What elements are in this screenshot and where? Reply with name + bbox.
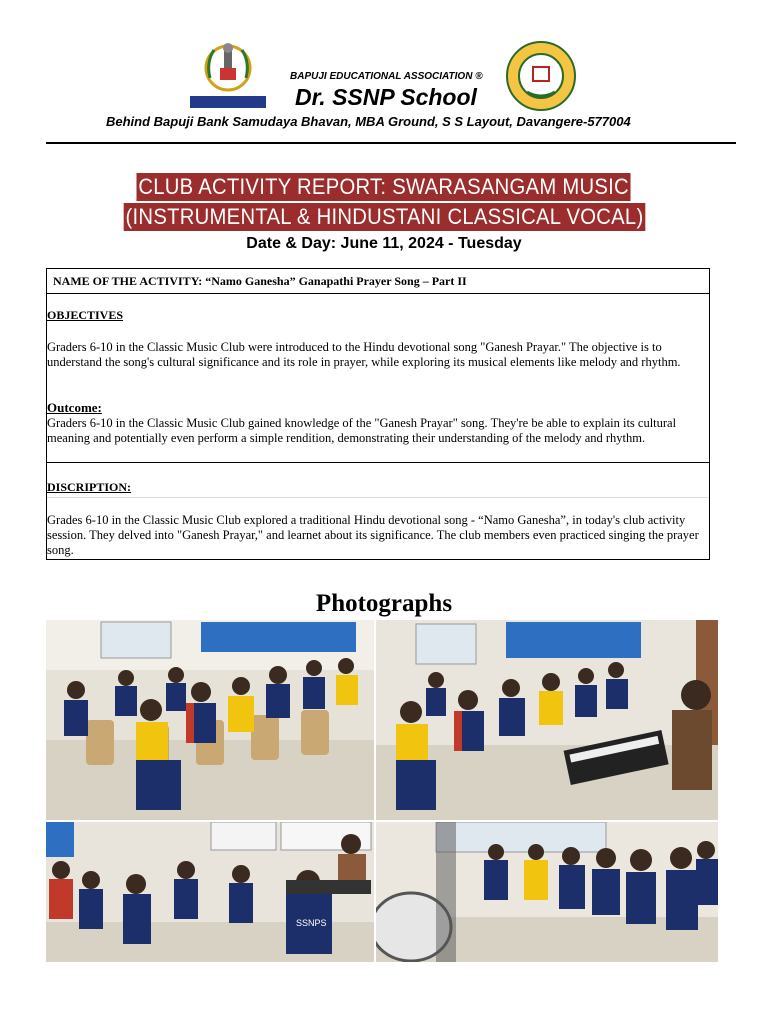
photo-keyboard-session (376, 620, 718, 820)
school-name: Dr. SSNP School (295, 84, 477, 110)
date-line: Date & Day: June 11, 2024 - Tuesday (246, 235, 522, 252)
association-logo (188, 38, 268, 110)
outcome-heading: Outcome: (47, 400, 102, 415)
photo-classroom-teacher (46, 822, 374, 962)
section-divider (47, 462, 709, 463)
report-title-line-1: CLUB ACTIVITY REPORT: SWARASANGAM MUSIC (138, 174, 630, 199)
photo-students-drum (376, 822, 718, 962)
activity-name: NAME OF THE ACTIVITY: “Namo Ganesha” Ganapathi Prayer Song – Part II (53, 274, 467, 288)
report-title-line-1-wrap (0, 173, 768, 201)
description-text: Grades 6-10 in the Classic Music Club explored a traditional Hindu devotional song - “Namo Ganesha”, in today's club activity session. They delved into "Ganesh Prayar," and learnet about its significance. The club members even practiced singing the prayer song. (47, 513, 699, 557)
description-heading: DISCRIPTION: (47, 480, 132, 494)
association-name: BAPUJI EDUCATIONAL ASSOCIATION ® (290, 71, 483, 82)
photo-students-seated (46, 620, 374, 820)
header-divider (46, 142, 736, 144)
report-title-line-2: (INSTRUMENTAL & HINDUSTANI CLASSICAL VOCAL) (125, 204, 643, 229)
section-divider-light (47, 497, 709, 498)
objectives-text: Graders 6-10 in the Classic Music Club were introduced to the Hindu devotional song "Ganesh Prayar." The objective is to understand the song's cultural significance and its role in prayer, while exploring its musical elements like melody and rhythm. (47, 340, 681, 369)
school-address: Behind Bapuji Bank Samudaya Bhavan, MBA Ground, S S Layout, Davangere-577004 (106, 114, 631, 129)
report-table (46, 268, 710, 560)
objectives-heading: OBJECTIVES (47, 308, 124, 322)
report-title-line-2-wrap (0, 203, 768, 231)
outcome-text: Graders 6-10 in the Classic Music Club gained knowledge of the "Ganesh Prayar" song. They're be able to explain its cultural meaning and potentially even perform a simple rendition, demonstrating their understanding of the melody and rhythm. (47, 416, 677, 445)
cbse-logo (505, 40, 577, 112)
photographs-heading: Photographs (315, 590, 453, 617)
shirt-text: SSNPS (296, 918, 327, 928)
activity-row (47, 269, 709, 294)
